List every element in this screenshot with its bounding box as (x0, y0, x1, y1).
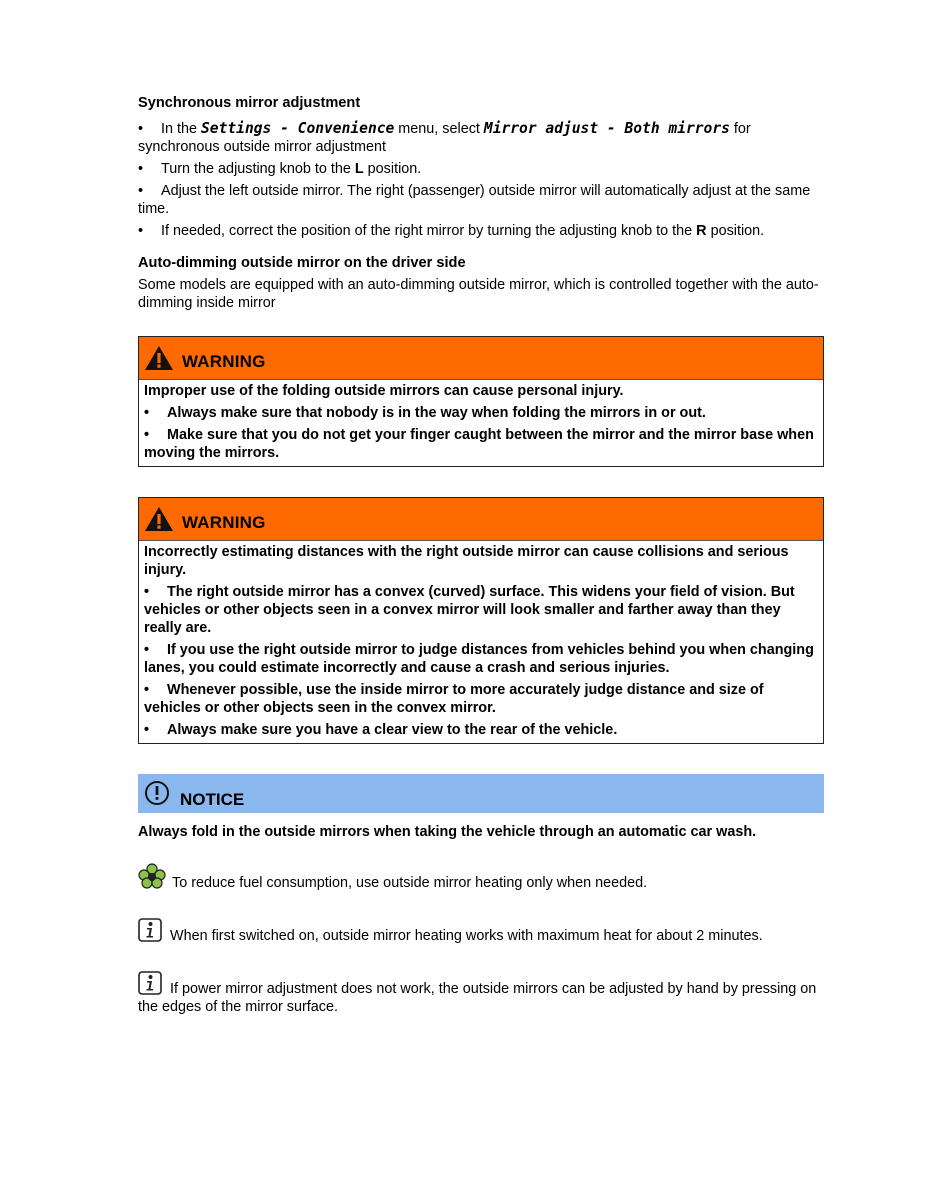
bullet-settings (138, 120, 824, 156)
bullet-text: If needed, correct the position of the right mirror by turning the adjusting knob to the (161, 223, 697, 239)
warning-bullet: • Always make sure that nobody is in the way when folding the mirrors in or out. (144, 404, 818, 422)
notice-header (138, 774, 824, 813)
key-l: L (354, 161, 364, 177)
tip-eco (138, 863, 824, 892)
warning-bullet: • Make sure that you do not get your finger caught between the mirror and the mirror base when moving the mirrors. (144, 426, 818, 462)
bullet-knob-l (138, 160, 824, 178)
notice-text: Always fold in the outside mirrors when taking the vehicle through an automatic car wash. (138, 824, 757, 840)
warning-body (139, 541, 823, 743)
section-title-synchronous: Synchronous mirror adjustment (138, 95, 361, 111)
warning-lead: Improper use of the folding outside mirrors can cause personal injury. (144, 383, 624, 399)
info-box-icon (138, 971, 162, 995)
warning-header (139, 337, 823, 380)
warning-bullet: • Whenever possible, use the inside mirror to more accurately judge distance and size of vehicles or other objects seen in the convex mirror. (144, 681, 818, 717)
exclamation-circle-icon (144, 780, 170, 806)
menu-item: Mirror adjust - Both mirrors (483, 120, 730, 137)
notice-label: NOTICE (180, 790, 245, 809)
bullet-adjust-left: • Adjust the left outside mirror. The right (passenger) outside mirror will automatically adjust at the same time. (138, 182, 824, 218)
warning-bullet: • If you use the right outside mirror to judge distances from vehicles behind you when changing lanes, you could estimate incorrectly and cause a crash and serious injuries. (144, 641, 818, 677)
section-title-auto-dimming: Auto-dimming outside mirror on the driver side (138, 255, 466, 271)
warning-box-folding (138, 336, 824, 467)
bullet-text: In the (161, 121, 202, 137)
bullet-text: Turn the adjusting knob to the (161, 161, 355, 177)
key-r: R (696, 223, 707, 239)
warning-triangle-icon (144, 506, 174, 532)
bullet-text: for synchronous outside mirror adjustment (138, 121, 751, 155)
bullet-knob-r (138, 222, 824, 240)
eco-flower-icon (138, 863, 166, 889)
warning-box-convex (138, 497, 824, 744)
bullet-text: menu, select (394, 121, 484, 137)
tip-info-manual (138, 971, 824, 1016)
warning-bullet: • The right outside mirror has a convex (curved) surface. This widens your field of vision. But vehicles or other objects seen in a convex mirror will look smaller and farther away than they really are. (144, 583, 818, 637)
info-box-icon (138, 918, 162, 942)
tip-info-heating (138, 918, 824, 945)
warning-lead: Incorrectly estimating distances with the right outside mirror can cause collisions and serious injury. (144, 544, 789, 578)
menu-path: Settings - Convenience (201, 120, 395, 137)
page-content (138, 94, 824, 1016)
warning-label: WARNING (182, 352, 266, 371)
warning-triangle-icon (144, 345, 174, 371)
tip-info-manual-text: If power mirror adjustment does not work, the outside mirrors can be adjusted by hand by pressing on the edges of the mirror surface. (138, 981, 817, 1015)
warning-bullet: • Always make sure you have a clear view to the rear of the vehicle. (144, 721, 818, 739)
warning-body (139, 380, 823, 466)
warning-header (139, 498, 823, 541)
tip-eco-text: To reduce fuel consumption, use outside mirror heating only when needed. (172, 875, 648, 891)
auto-dimming-text: Some models are equipped with an auto-dimming outside mirror, which is controlled together with the auto-dimming inside mirror (138, 277, 819, 311)
warning-label: WARNING (182, 513, 266, 532)
tip-info-heating-text: When first switched on, outside mirror heating works with maximum heat for about 2 minutes. (170, 928, 763, 944)
bullet-text: position. (706, 223, 765, 239)
bullet-text: position. (363, 161, 422, 177)
